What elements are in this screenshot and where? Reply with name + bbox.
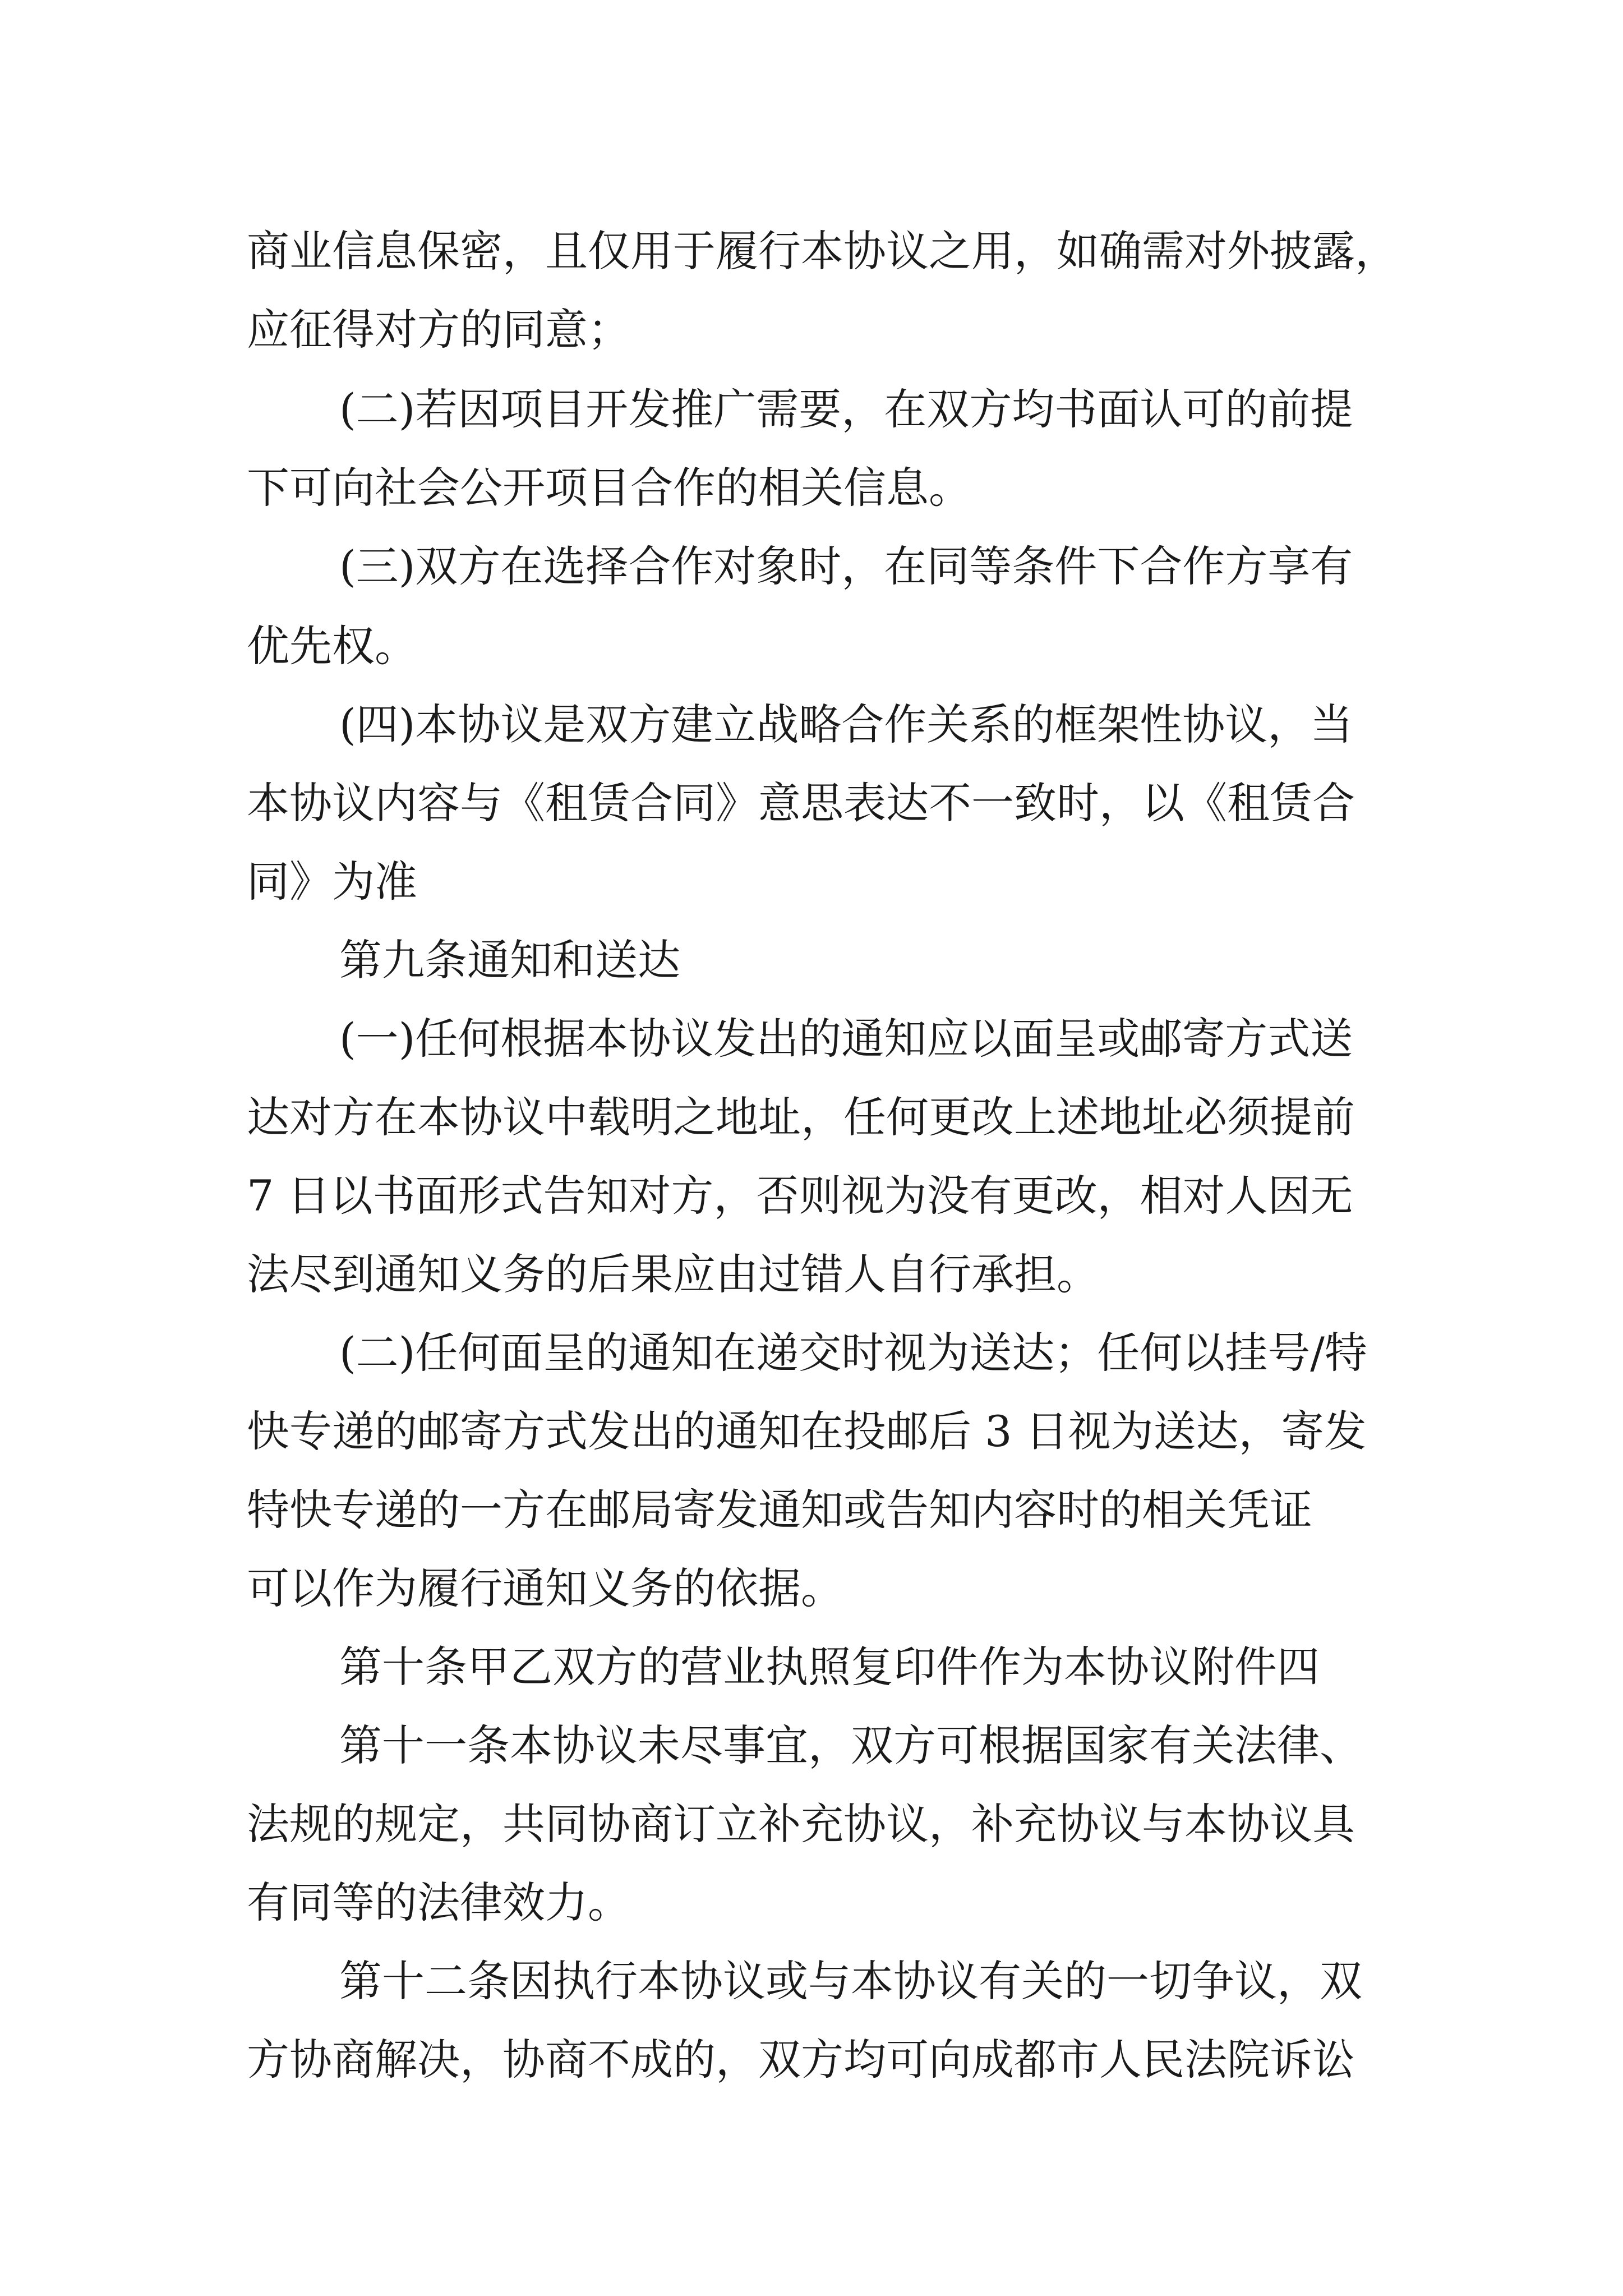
section-heading-article-9: 第九条通知和送达 [339, 935, 680, 985]
text-line-22: 有同等的法律效力。 [247, 1878, 630, 1927]
text-line-1: 商业信息保密，且仅用于履行本协议之用，如确需对外披露， [247, 226, 1398, 276]
text-line-24: 方协商解决，协商不成的，双方均可向成都市人民法院诉讼 [247, 2035, 1355, 2085]
section-heading-article-11: 第十一条本协议未尽事宜，双方可根据国家有关法律、 [339, 1720, 1362, 1770]
text-line-16: 快专递的邮寄方式发出的通知在投邮后 3 日视为送达，寄发 [247, 1406, 1367, 1456]
text-line-17: 特快专递的一方在邮局寄发通知或告知内容时的相关凭证 [247, 1485, 1312, 1535]
text-line-6: 优先权。 [247, 621, 417, 671]
text-line-11: (一)任何根据本协议发出的通知应以面呈或邮寄方式送 [339, 1014, 1353, 1064]
text-line-14: 法尽到通知义务的后果应由过错人自行承担。 [247, 1249, 1099, 1299]
text-line-12: 达对方在本协议中载明之地址，任何更改上述地址必须提前 [247, 1092, 1355, 1142]
section-heading-article-12: 第十二条因执行本协议或与本协议有关的一切争议，双 [339, 1956, 1362, 2006]
text-line-21: 法规的规定，共同协商订立补充协议，补充协议与本协议具 [247, 1799, 1355, 1849]
text-line-18: 可以作为履行通知义务的依据。 [247, 1563, 843, 1613]
text-line-4: 下可向社会公开项目合作的相关信息。 [247, 463, 971, 513]
text-line-8: 本协议内容与《租赁合同》意思表达不一致时，以《租赁合 [247, 778, 1355, 828]
text-line-13: 7 日以书面形式告知对方，否则视为没有更改，相对人因无 [247, 1171, 1353, 1221]
text-line-15: (二)任何面呈的通知在递交时视为送达；任何以挂号/特 [339, 1328, 1367, 1378]
text-line-9: 同》为准 [247, 857, 417, 907]
text-line-5: (三)双方在选择合作对象时，在同等条件下合作方享有 [339, 541, 1353, 591]
section-heading-article-10: 第十条甲乙双方的营业执照复印件作为本协议附件四 [339, 1642, 1320, 1692]
text-line-2: 应征得对方的同意； [247, 305, 630, 355]
text-line-3: (二)若因项目开发推广需要，在双方均书面认可的前提 [339, 384, 1353, 434]
text-line-7: (四)本协议是双方建立战略合作关系的框架性协议，当 [339, 700, 1353, 749]
